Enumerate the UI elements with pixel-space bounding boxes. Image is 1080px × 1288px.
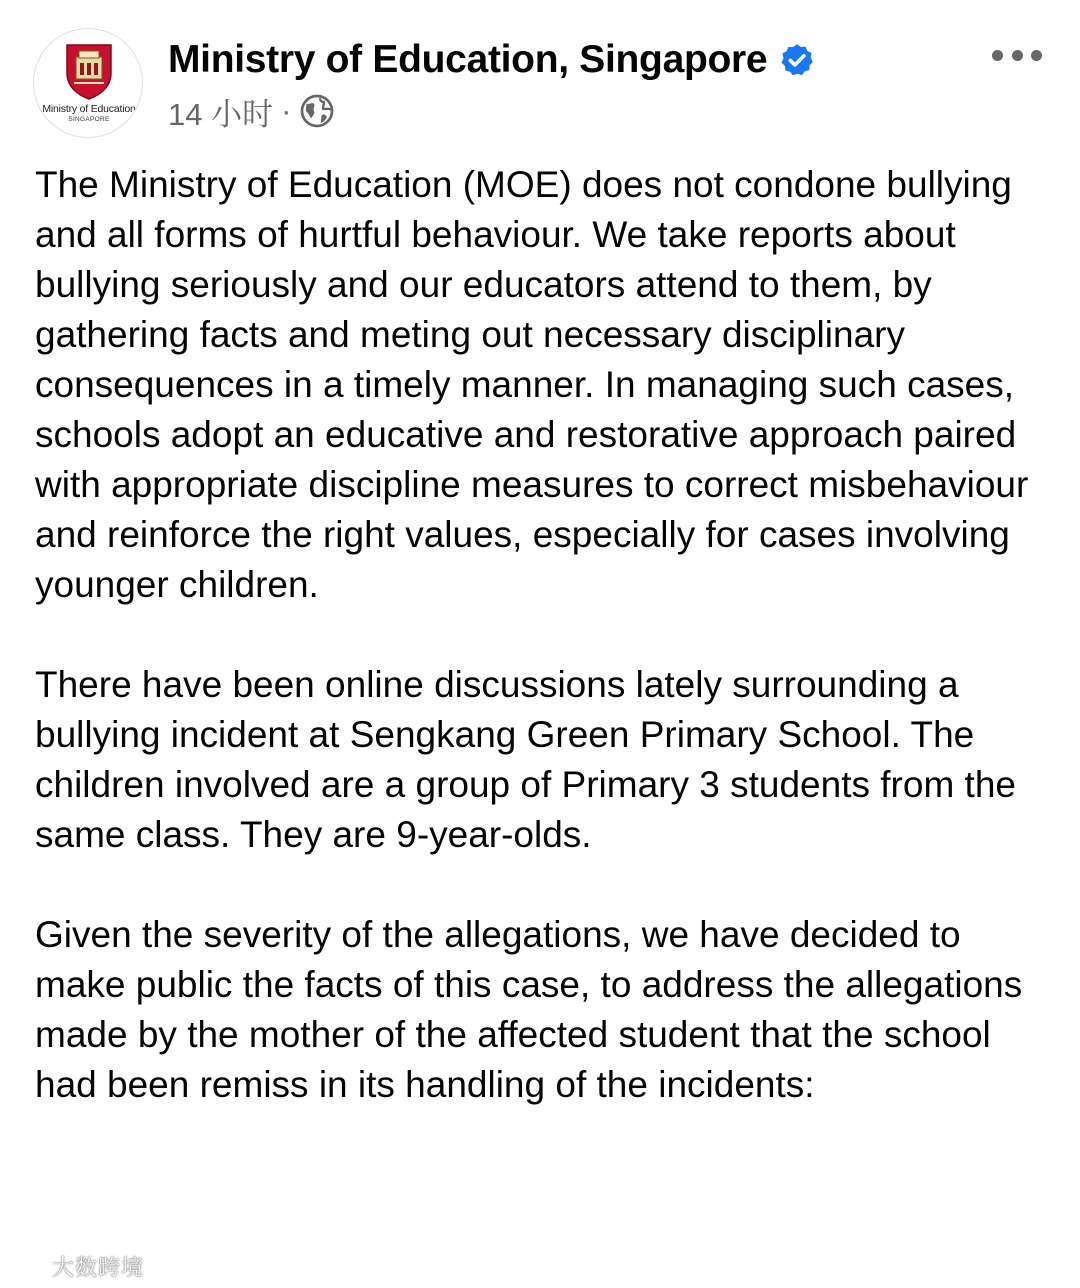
- post-body: [35, 160, 1045, 1160]
- meta-separator: ·: [281, 93, 292, 128]
- avatar-caption: Ministry of Education: [42, 103, 136, 115]
- post-header: [0, 0, 1080, 150]
- page-name-link[interactable]: Ministry of Education, Singapore: [168, 38, 768, 81]
- watermark-logo-icon: [6, 1256, 46, 1278]
- post-paragraph: Given the severity of the allegations, we have decided to make public the facts of this case, to address the allegations made by the mother of the affected student that the school had been remiss in its handling of the incidents:: [35, 914, 1023, 1105]
- post-meta: [168, 90, 335, 132]
- globe-icon[interactable]: [299, 93, 335, 129]
- page-avatar[interactable]: [33, 28, 143, 138]
- more-options-button[interactable]: [992, 40, 1042, 70]
- avatar-subcaption: SINGAPORE: [68, 116, 110, 123]
- moe-crest-icon: [64, 43, 114, 101]
- watermark-text: 大数跨境: [52, 1255, 145, 1280]
- post-paragraph: The Ministry of Education (MOE) does not condone bullying and all forms of hurtful behaviour. We take reports about bullying seriously and our educators attend to them, by gathering facts and meting out necessary disciplinary consequences in a timely manner. In managing such cases, schools adopt an educative and restorative approach paired with appropriate discipline measures to correct misbehaviour and reinforce the right values, especially for cases involving younger children.: [35, 164, 1029, 605]
- post-timestamp[interactable]: 14 小时: [168, 96, 274, 132]
- page-name-row: [168, 36, 815, 84]
- watermark: [6, 1251, 144, 1282]
- more-dot-icon: [1031, 50, 1042, 61]
- more-dot-icon: [1012, 50, 1023, 61]
- verified-badge-icon: [779, 42, 815, 78]
- post-paragraph: There have been online discussions lately surrounding a bullying incident at Sengkang Green Primary School. The children involved are a group of Primary 3 students from the same class. They are 9-year-olds.: [35, 664, 1016, 855]
- more-dot-icon: [992, 50, 1003, 61]
